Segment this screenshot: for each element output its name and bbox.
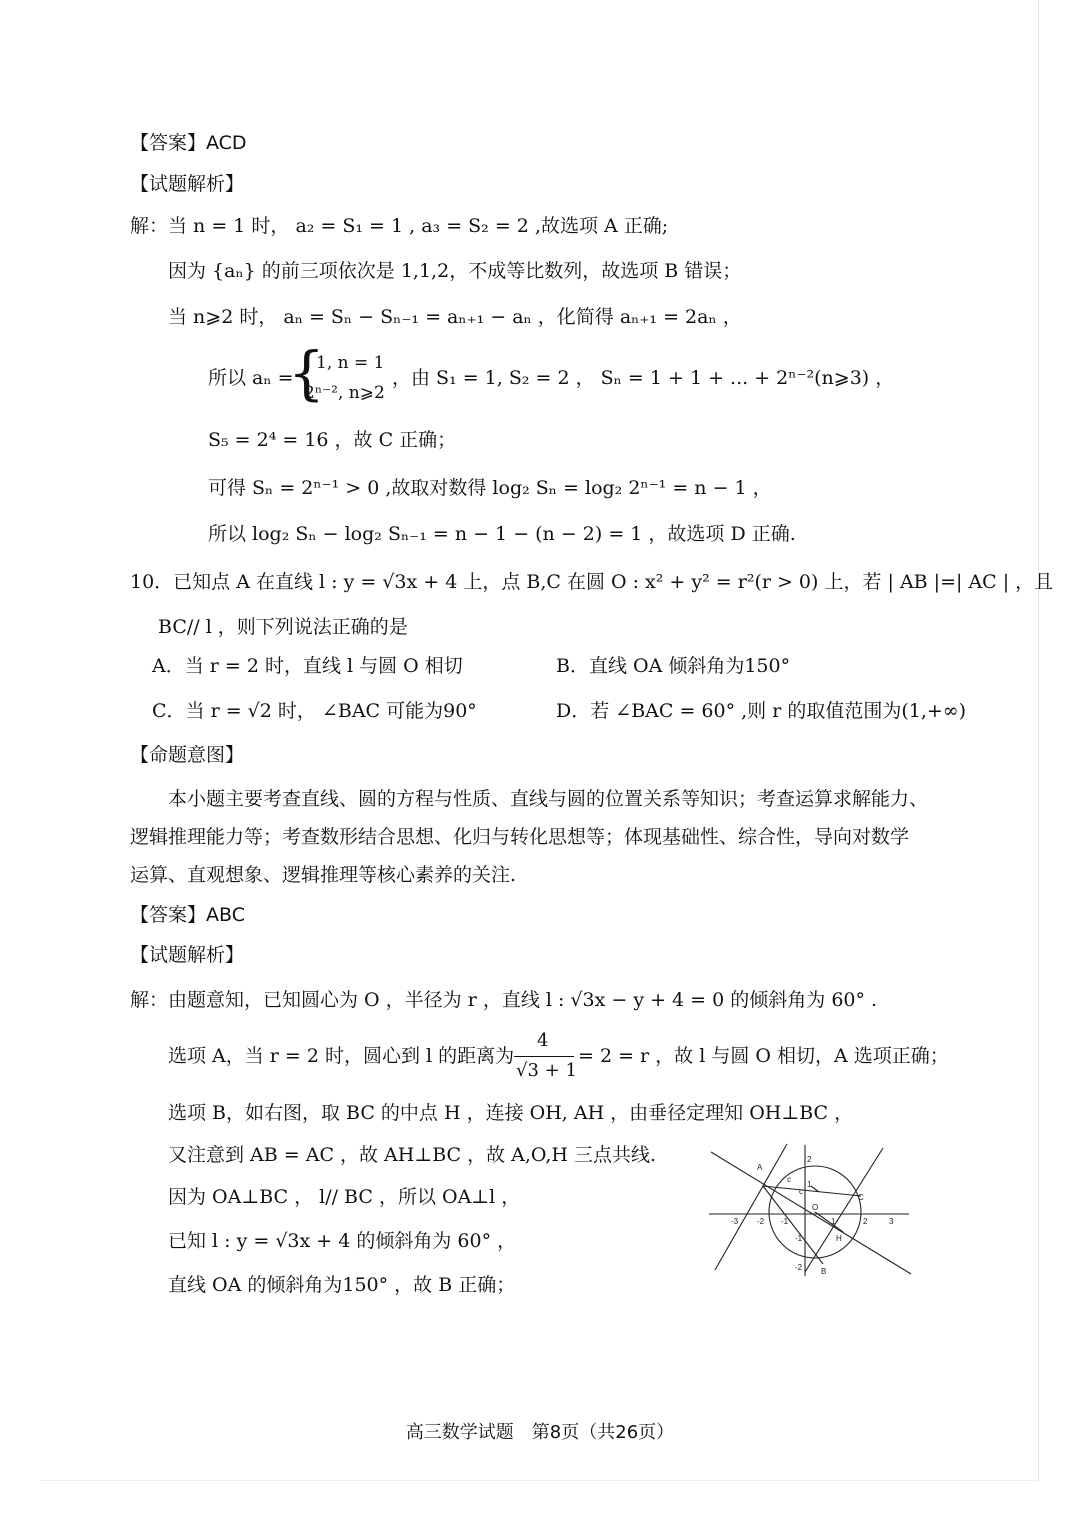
piecewise-case-2: 2ⁿ⁻², n⩾2	[304, 383, 385, 403]
analysis-line-5: 因为 OA⊥BC ， l// BC ，所以 OA⊥l ，	[168, 1186, 521, 1208]
fraction-numerator: 4	[537, 1030, 549, 1051]
label-c-small-2: c	[799, 1187, 803, 1196]
tick-y-1: 1	[807, 1180, 812, 1189]
answer-tag-q9: 【答案】ACD	[130, 132, 247, 154]
piecewise-case-1: 1, n = 1	[316, 353, 385, 373]
line-l	[715, 1144, 787, 1270]
fraction-denominator: √3 + 1	[516, 1060, 577, 1081]
analysis-line-6: 已知 l : y = √3x + 4 的倾斜角为 60° ，	[168, 1230, 517, 1252]
intent-line-1: 本小题主要考查直线、圆的方程与性质、直线与圆的位置关系等知识；考查运算求解能力、	[168, 788, 929, 810]
tick-y-neg2: -2	[795, 1263, 803, 1272]
fraction-bar	[514, 1056, 574, 1057]
solution-line-5: S₅ = 2⁴ = 16 ，故 C 正确；	[208, 429, 457, 451]
tick-x-3: 3	[889, 1217, 894, 1226]
intent-line-3: 运算、直观想象、逻辑推理等核心素养的关注.	[130, 864, 517, 886]
intent-line-2: 逻辑推理能力等；考查数形结合思想、化归与转化思想等；体现基础性、综合性，导向对数学	[130, 826, 910, 848]
solution-line-6: 可得 Sₙ = 2ⁿ⁻¹ > 0 ,故取对数得 log₂ Sₙ = log₂ 2ⁿ⁻¹ = n − 1 ，	[208, 477, 772, 499]
solution-line-7: 所以 log₂ Sₙ − log₂ Sₙ₋₁ = n − 1 − (n − 2) = 1 ，故选项 D 正确.	[208, 523, 796, 545]
tick-y-neg1: -1	[795, 1234, 803, 1243]
analysis-line-2-prefix: 选项 A，当 r = 2 时，圆心到 l 的距离为	[168, 1045, 515, 1067]
segment-ac	[763, 1186, 861, 1196]
label-c-small-1: c	[787, 1175, 791, 1184]
tick-x-neg2: -2	[757, 1217, 765, 1226]
option-a: A．当 r = 2 时，直线 l 与圆 O 相切	[152, 655, 463, 677]
piecewise-brace: {	[288, 339, 325, 407]
page-footer: 高三数学试题 第8页（共26页）	[405, 1422, 675, 1443]
label-c: C	[858, 1193, 864, 1202]
label-b: B	[821, 1267, 827, 1276]
option-d: D．若 ∠BAC = 60° ,则 r 的取值范围为(1,+∞)	[556, 700, 967, 722]
geometry-figure	[705, 1140, 915, 1280]
answer-tag-q10: 【答案】ABC	[130, 904, 245, 926]
tick-x-1: 1	[831, 1217, 836, 1226]
question-10-stem-1: 10．已知点 A 在直线 l : y = √3x + 4 上，点 B,C 在圆 O : x² + y² = r²(r > 0) 上，若 | AB |=| AC | ，且	[130, 571, 1054, 593]
analysis-line-4: 又注意到 AB = AC ，故 AH⊥BC ，故 A,O,H 三点共线.	[168, 1144, 657, 1166]
piecewise-prefix: 所以 aₙ =	[208, 367, 294, 389]
label-a: A	[757, 1163, 763, 1172]
question-10-stem-2: BC// l ，则下列说法正确的是	[158, 616, 408, 638]
option-c: C．当 r = √2 时， ∠BAC 可能为90°	[152, 700, 477, 722]
analysis-line-3: 选项 B，如右图，取 BC 的中点 H ，连接 OH, AH ，由垂径定理知 OH⊥BC ，	[168, 1102, 854, 1124]
solution-line-2: 因为 {aₙ} 的前三项依次是 1,1,2，不成等比数列，故选项 B 错误；	[168, 260, 742, 282]
segment-oh	[815, 1212, 843, 1232]
solution-line-3: 当 n⩾2 时， aₙ = Sₙ − Sₙ₋₁ = aₙ₊₁ − aₙ ，化简得 aₙ₊₁ = 2aₙ ，	[168, 306, 742, 328]
analysis-line-1: 解：由题意知，已知圆心为 O ，半径为 r ，直线 l : √3x − y + 4 = 0 的倾斜角为 60° .	[130, 989, 878, 1011]
tick-x-2: 2	[863, 1217, 868, 1226]
analysis-tag-q10: 【试题解析】	[130, 944, 245, 966]
analysis-line-2: = 2 = r ，故 l 与圆 O 相切，A 选项正确；	[578, 1045, 949, 1067]
label-h: H	[836, 1234, 842, 1243]
line-ah	[711, 1152, 911, 1274]
tick-x-neg1: -1	[781, 1217, 789, 1226]
solution-line-4: ，由 S₁ = 1, S₂ = 2 ， Sₙ = 1 + 1 + ... + 2ⁿ⁻²(n⩾3) ，	[392, 367, 895, 389]
analysis-line-7: 直线 OA 的倾斜角为150° ，故 B 正确；	[168, 1274, 516, 1296]
tick-y-2: 2	[807, 1155, 812, 1164]
intent-tag: 【命题意图】	[130, 744, 245, 766]
solution-line-1: 解：当 n = 1 时， a₂ = S₁ = 1 , a₃ = S₂ = 2 ,故选项 A 正确;	[130, 215, 669, 237]
analysis-tag-q9: 【试题解析】	[130, 173, 245, 195]
label-o: O	[812, 1203, 819, 1212]
tick-x-neg3: -3	[731, 1217, 739, 1226]
option-b: B．直线 OA 倾斜角为150°	[556, 655, 791, 677]
